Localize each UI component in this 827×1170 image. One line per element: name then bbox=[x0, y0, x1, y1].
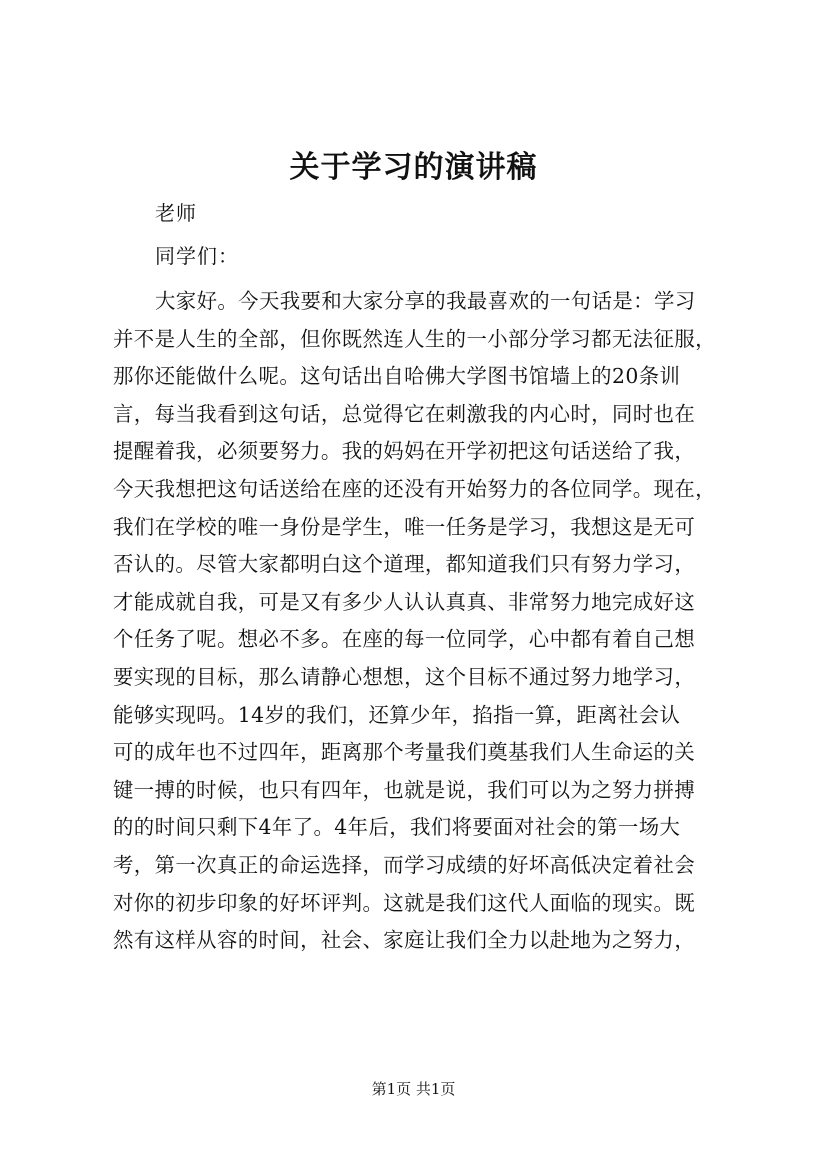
body-line: 今天我想把这句话送给在座的还没有开始努力的各位同学。现在， bbox=[113, 476, 716, 501]
body-line: 言，每当我看到这句话，总觉得它在刺激我的内心时，同时也在 bbox=[113, 401, 696, 426]
greeting-teachers: 老师 bbox=[155, 201, 197, 225]
body-line: 要实现的目标，那么请静心想想，这个目标不通过努力地学习， bbox=[113, 664, 696, 689]
body-line: 能够实现吗。14岁的我们，还算少年，掐指一算，距离社会认 bbox=[113, 702, 681, 727]
body-line: 那你还能做什么呢。这句话出自哈佛大学图书馆墙上的20条训 bbox=[113, 364, 681, 389]
body-line: 考，第一次真正的命运选择，而学习成绩的好坏高低决定着社会 bbox=[113, 852, 696, 877]
body-line: 键一搏的时候，也只有四年，也就是说，我们可以为之努力拼搏 bbox=[113, 777, 696, 802]
body-line: 可的成年也不过四年，距离那个考量我们奠基我们人生命运的关 bbox=[113, 740, 696, 765]
speech-body bbox=[113, 283, 733, 960]
body-line: 个任务了呢。想必不多。在座的每一位同学，心中都有着自己想 bbox=[113, 627, 696, 652]
document-title: 关于学习的演讲稿 bbox=[289, 150, 538, 185]
body-line: 我们在学校的唯一身份是学生，唯一任务是学习，我想这是无可 bbox=[113, 514, 696, 539]
body-line: 并不是人生的全部，但你既然连人生的一小部分学习都无法征服， bbox=[113, 326, 716, 351]
body-line: 提醒着我，必须要努力。我的妈妈在开学初把这句话送给了我， bbox=[113, 439, 696, 464]
body-line: 的的时间只剩下4年了。4年后，我们将要面对社会的第一场大 bbox=[113, 815, 681, 840]
greeting-students: 同学们： bbox=[155, 244, 239, 268]
page-footer: 第1页 共1页 bbox=[371, 1080, 456, 1098]
body-line: 对你的初步印象的好坏评判。这就是我们这代人面临的现实。既 bbox=[113, 890, 696, 915]
body-line: 大家好。今天我要和大家分享的我最喜欢的一句话是：学习 bbox=[155, 289, 696, 313]
body-line: 否认的。尽管大家都明白这个道理，都知道我们只有努力学习， bbox=[113, 552, 696, 577]
body-line: 才能成就自我，可是又有多少人认认真真、非常努力地完成好这 bbox=[113, 589, 696, 614]
body-line: 然有这样从容的时间，社会、家庭让我们全力以赴地为之努力， bbox=[113, 928, 696, 953]
